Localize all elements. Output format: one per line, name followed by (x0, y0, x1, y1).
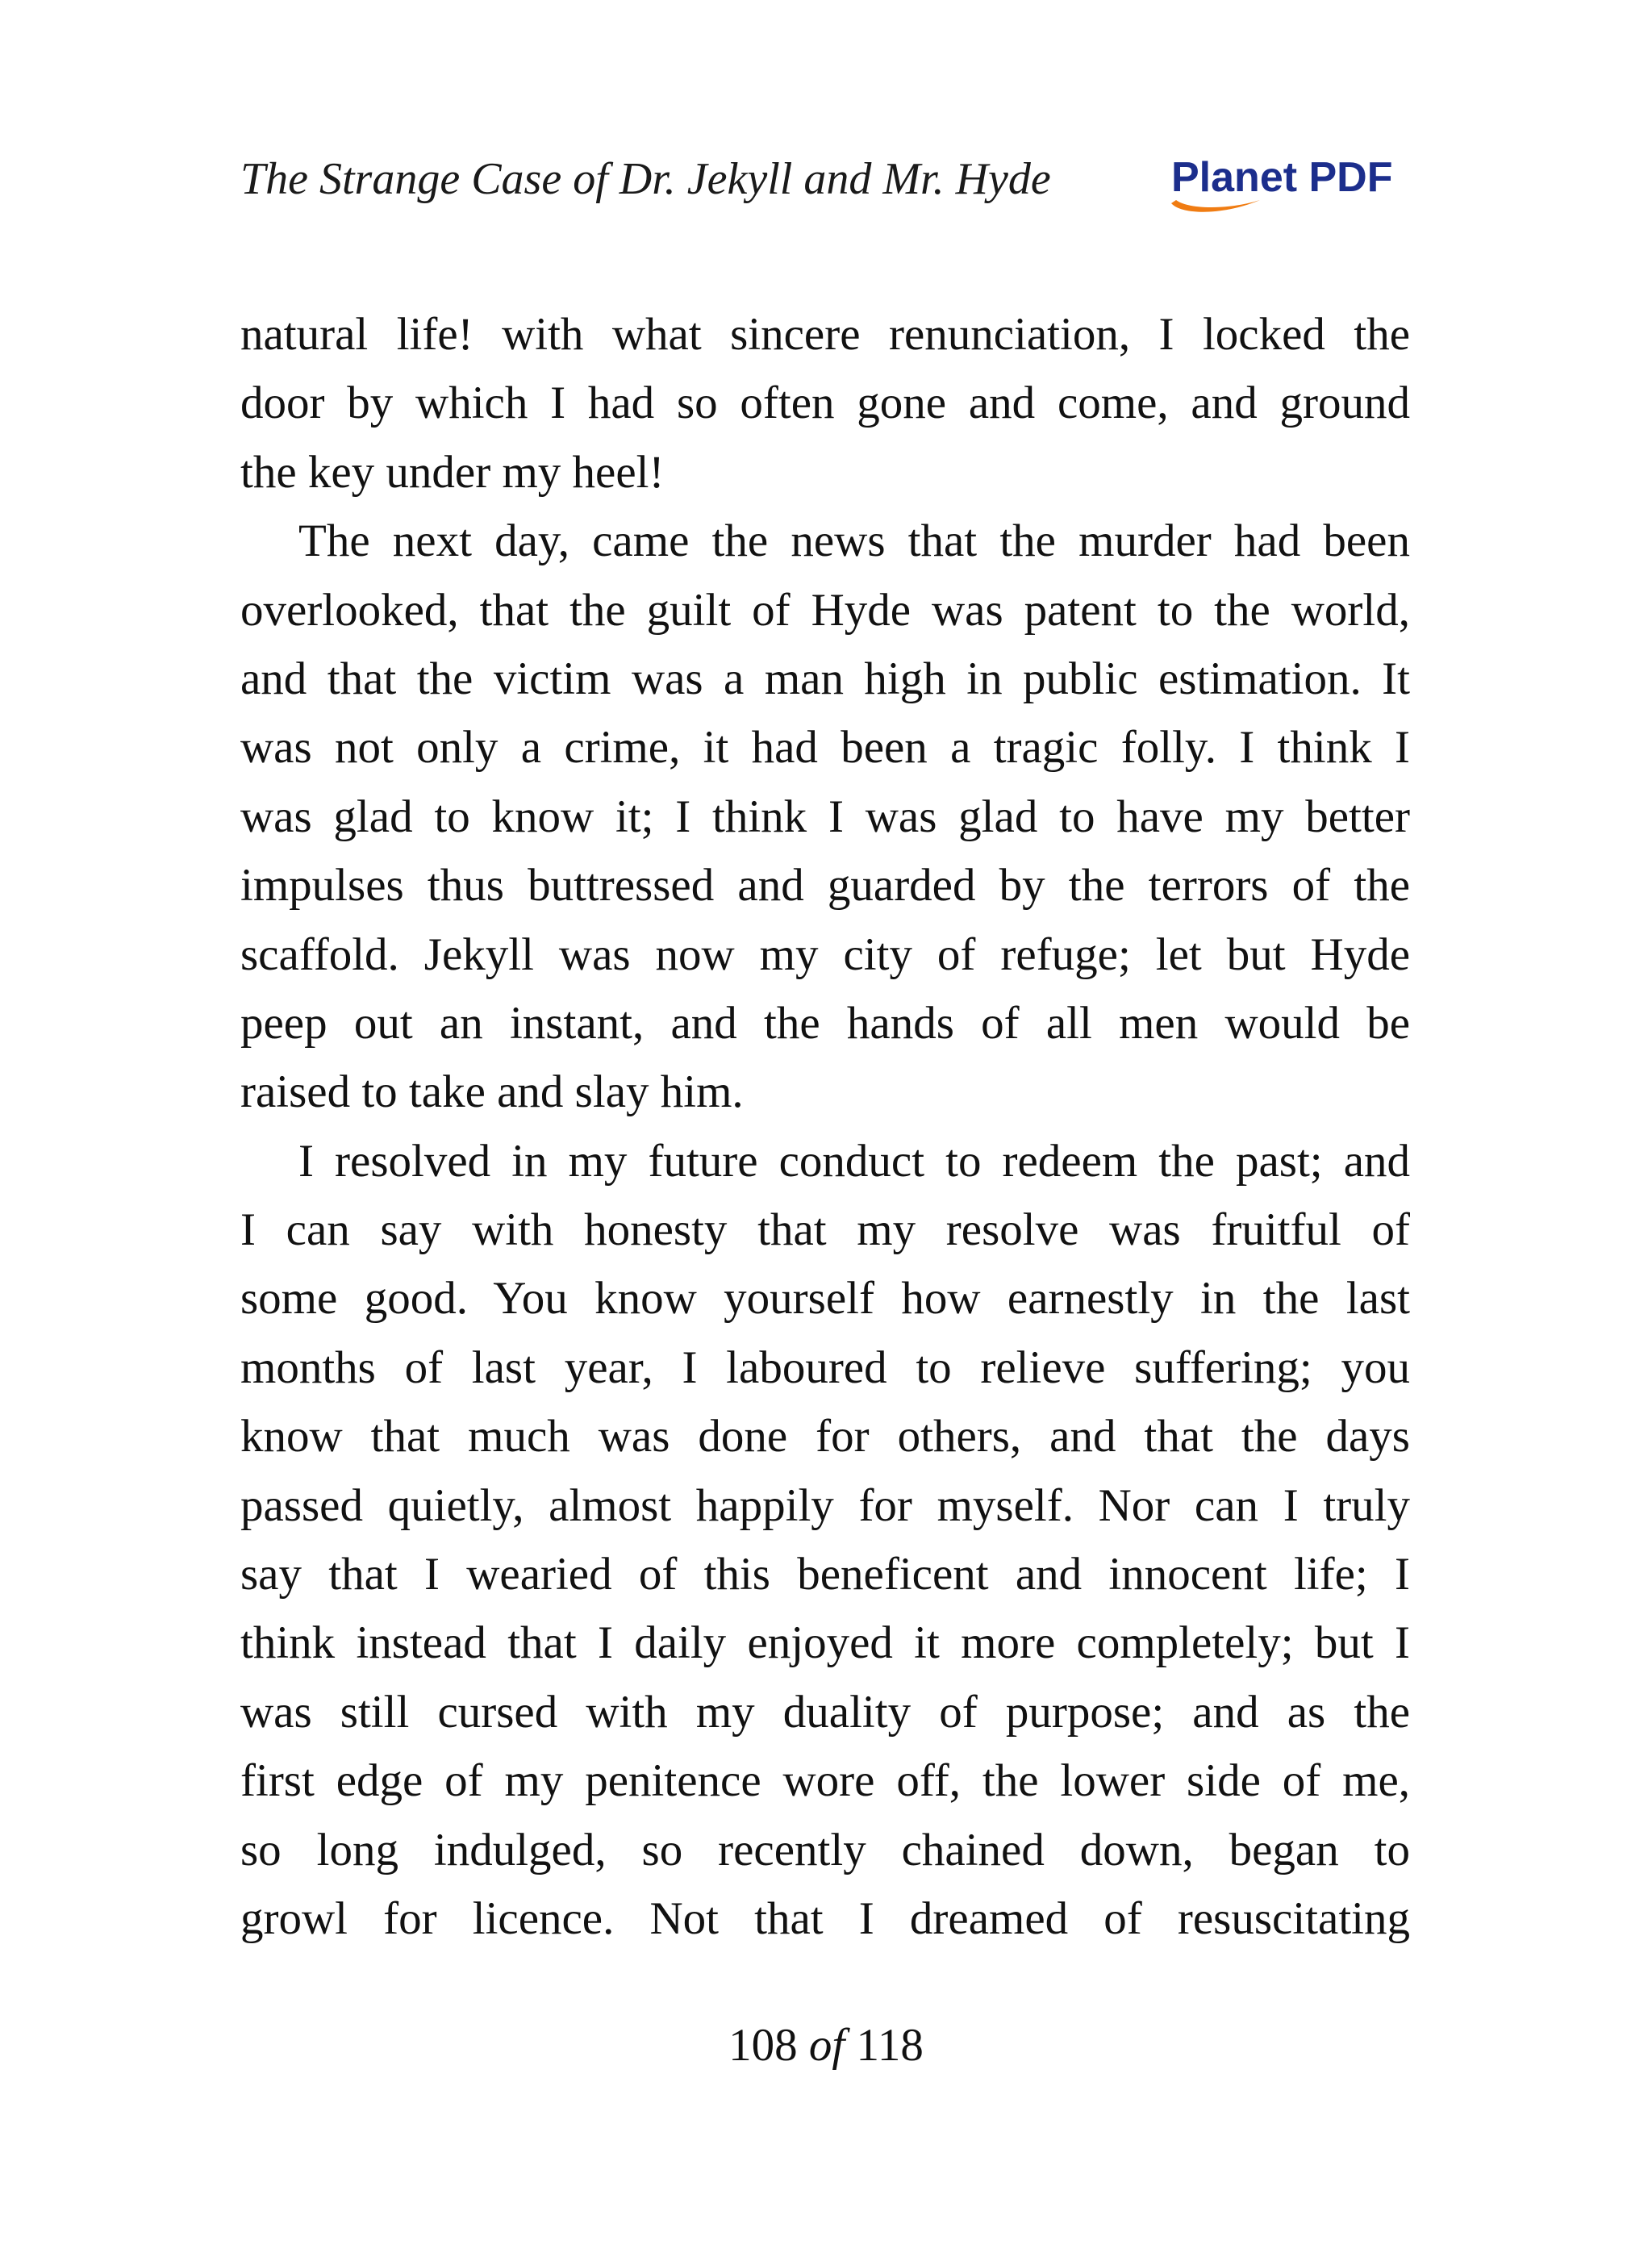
text-line: so long indulged, so recently chained down, began to (240, 1824, 1410, 1875)
text-line: think instead that I daily enjoyed it more completely; but I (240, 1617, 1410, 1669)
text-line: was still cursed with my duality of purpose; and as the (240, 1686, 1410, 1738)
text-line: was glad to know it; I think I was glad to have my better (240, 791, 1410, 842)
text-line: raised to take and slay him. (240, 1066, 744, 1118)
page-number (0, 2017, 1652, 2075)
text-line: I resolved in my future conduct to redeem the past; and (298, 1135, 1410, 1187)
text-line: scaffold. Jekyll was now my city of refuge; let but Hyde (240, 928, 1410, 980)
text-line: say that I wearied of this beneficent and innocent life; I (240, 1549, 1410, 1600)
text-line: and that the victim was a man high in public estimation. It (240, 653, 1410, 704)
text-line: was not only a crime, it had been a tragic folly. I think I (240, 722, 1410, 774)
text-line: The next day, came the news that the murder had been (298, 515, 1410, 567)
text-line: natural life! with what sincere renunciation, I locked the (240, 309, 1410, 360)
page-of-label: of (808, 2020, 845, 2071)
text-line: impulses thus buttressed and guarded by the terrors of the (240, 860, 1410, 912)
text-line: door by which I had so often gone and come, and ground (240, 378, 1410, 429)
logo-text: Planet PDF (1171, 154, 1393, 201)
planet-pdf-logo (1171, 150, 1413, 215)
current-page: 108 (728, 2020, 798, 2071)
total-pages: 118 (856, 2020, 924, 2071)
text-line: months of last year, I laboured to relieve suffering; you (240, 1341, 1410, 1393)
text-line: some good. You know yourself how earnestly in the last (240, 1273, 1410, 1325)
text-line: peep out an instant, and the hands of all men would be (240, 997, 1410, 1049)
text-line: I can say with honesty that my resolve was fruitful of (240, 1204, 1410, 1256)
text-line: overlooked, that the guilt of Hyde was patent to the world, (240, 584, 1410, 636)
text-line: passed quietly, almost happily for myself. Nor can I truly (240, 1479, 1410, 1531)
body-text (240, 300, 1410, 1953)
text-line: first edge of my penitence wore off, the lower side of me, (240, 1755, 1410, 1807)
text-line: know that much was done for others, and that the days (240, 1411, 1410, 1462)
book-title-header: The Strange Case of Dr. Jekyll and Mr. Hyde (240, 154, 1051, 204)
text-line: growl for licence. Not that I dreamed of resuscitating (240, 1892, 1410, 1944)
text-line: the key under my heel! (240, 446, 665, 498)
